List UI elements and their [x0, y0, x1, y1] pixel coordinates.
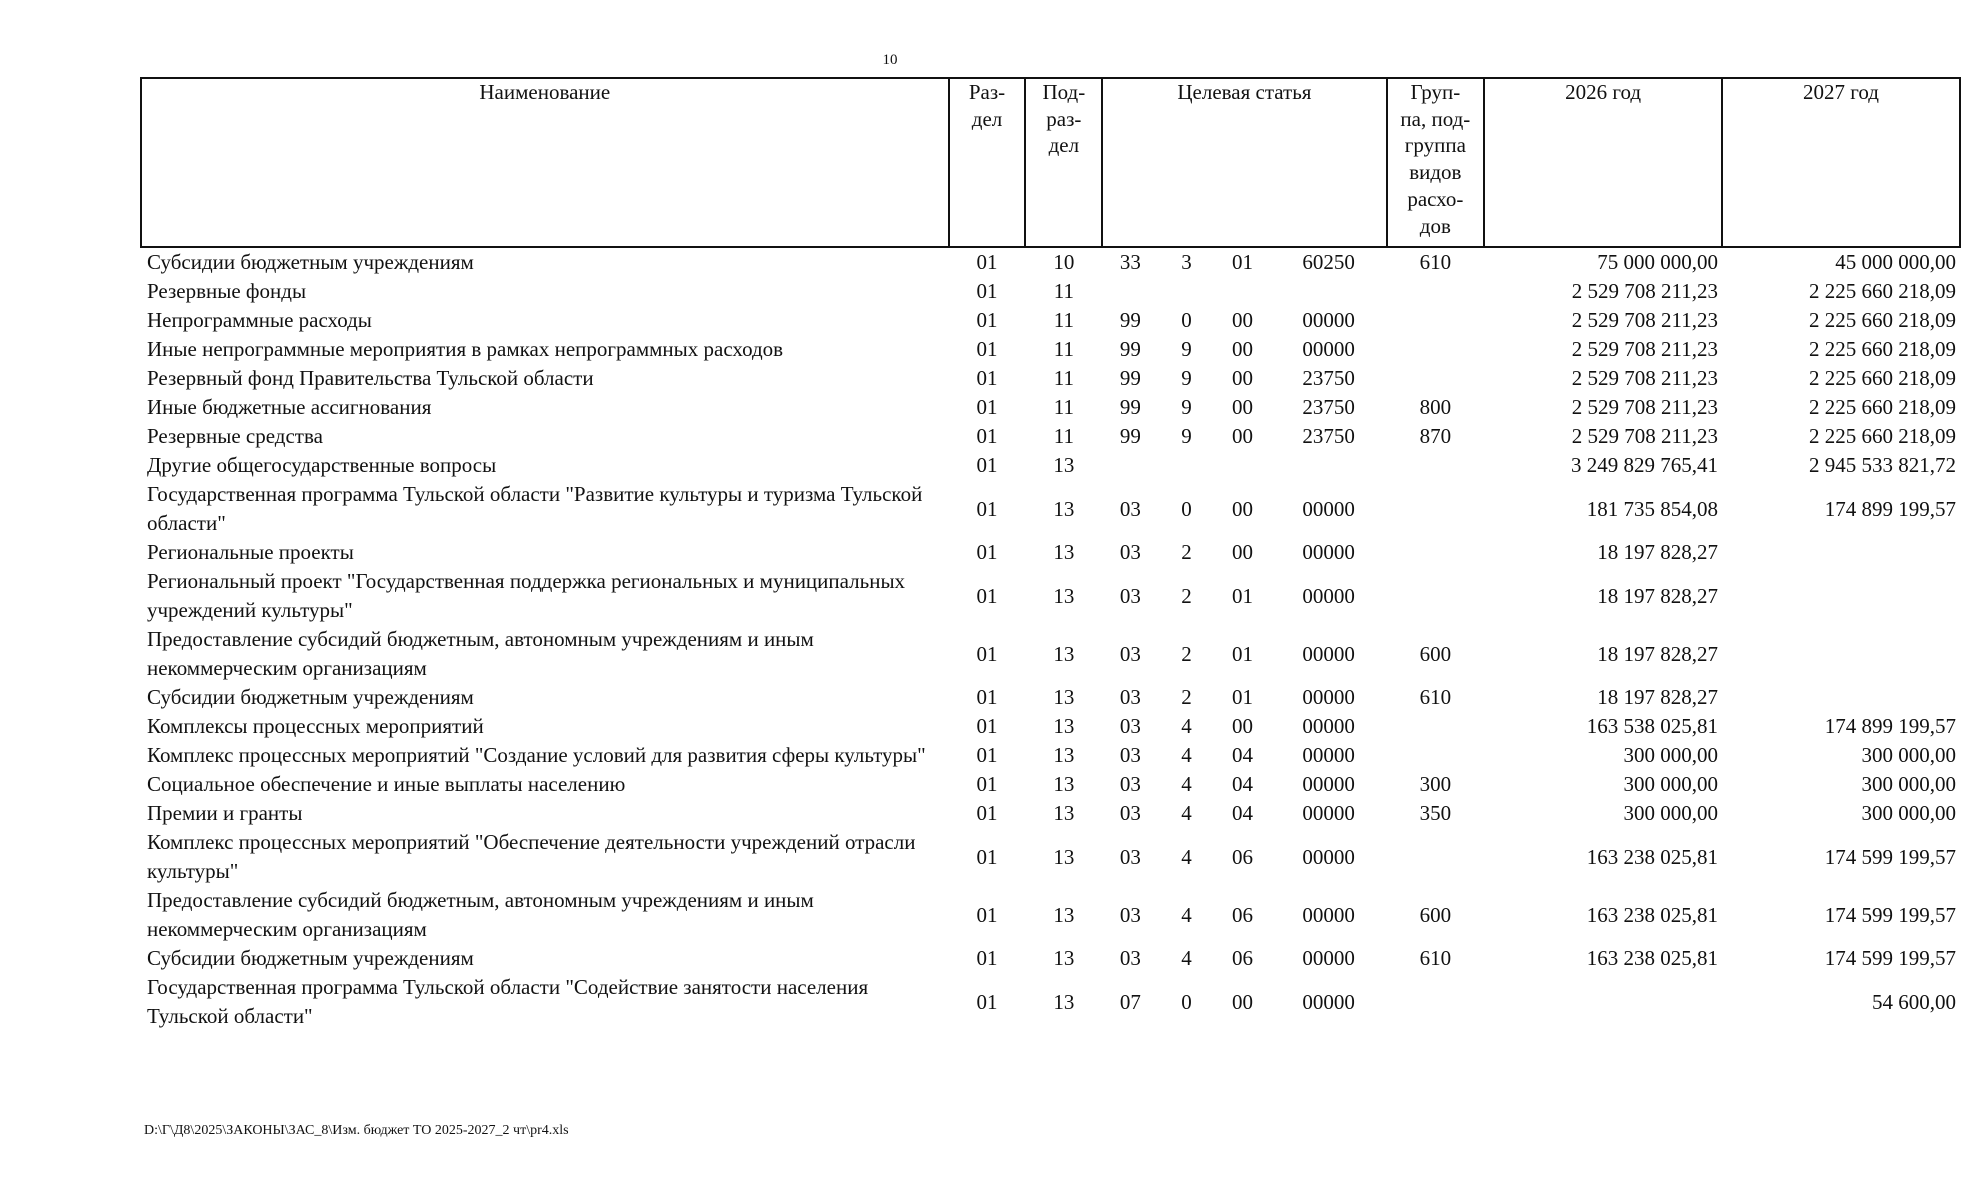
row-target-event: 01 [1232, 641, 1254, 666]
row-name: Предоставление субсидий бюджетным, автономным учреждениям и иным некоммерческим организациям [147, 627, 814, 680]
row-name: Государственная программа Тульской области "Развитие культуры и туризма Тульской области" [147, 482, 923, 535]
row-amount-2026: 300 000,00 [1623, 743, 1719, 767]
row-name: Иные бюджетные ассигнования [147, 395, 432, 419]
row-target-direction [1271, 277, 1387, 306]
row-target-subprogram: 0 [1181, 496, 1192, 521]
row-amount-2027: 2 225 660 218,09 [1809, 395, 1956, 419]
row-amount-2027: 300 000,00 [1861, 801, 1956, 825]
row-subsection: 11 [1053, 424, 1074, 448]
row-section: 01 [976, 772, 998, 796]
row-amount-2027: 2 225 660 218,09 [1809, 424, 1956, 448]
row-subsection: 13 [1053, 714, 1075, 738]
row-target-direction: 00000 [1302, 496, 1355, 521]
row-target-program: 99 [1119, 424, 1141, 448]
row-name: Предоставление субсидий бюджетным, автономным учреждениям и иным некоммерческим организациям [147, 888, 814, 941]
row-target-subprogram: 0 [1181, 989, 1192, 1014]
row-subsection: 13 [1053, 902, 1075, 927]
row-target-program: 03 [1119, 685, 1141, 709]
row-target-event: 00 [1232, 366, 1254, 390]
row-name: Региональный проект "Государственная поддержка региональных и муниципальных учреждений культуры" [147, 569, 906, 622]
row-target-direction: 00000 [1302, 641, 1355, 666]
row-expense-group [1387, 277, 1485, 306]
row-amount-2027: 45 000 000,00 [1835, 250, 1956, 274]
row-amount-2026: 18 197 828,27 [1597, 583, 1719, 608]
row-amount-2027: 54 600,00 [1872, 989, 1956, 1014]
row-target-subprogram: 4 [1181, 844, 1192, 869]
row-amount-2027: 174 599 199,57 [1824, 844, 1956, 869]
row-target-event: 00 [1232, 395, 1254, 419]
table-row [141, 886, 1960, 944]
row-section: 01 [976, 250, 998, 274]
row-subsection: 11 [1053, 279, 1074, 303]
row-target-program: 33 [1119, 250, 1141, 274]
row-name: Резервные фонды [147, 279, 307, 303]
row-target-direction: 23750 [1302, 395, 1355, 419]
row-amount-2026: 75 000 000,00 [1597, 250, 1719, 274]
row-name: Резервные средства [147, 424, 323, 448]
row-target-direction: 23750 [1302, 424, 1355, 448]
row-amount-2026: 2 529 708 211,23 [1571, 337, 1719, 361]
row-expense-group: 600 [1419, 641, 1452, 666]
row-target-direction: 00000 [1302, 946, 1355, 970]
row-amount-2026: 2 529 708 211,23 [1571, 308, 1719, 332]
row-subsection: 13 [1053, 844, 1075, 869]
table-row [141, 799, 1960, 828]
row-section: 01 [976, 844, 998, 869]
row-target-event: 01 [1232, 250, 1254, 274]
row-target-direction: 00000 [1302, 989, 1355, 1014]
table-row [141, 364, 1960, 393]
row-amount-2026: 163 238 025,81 [1586, 946, 1719, 970]
row-expense-group [1387, 364, 1485, 393]
row-target-event: 01 [1232, 583, 1254, 608]
row-name: Другие общегосударственные вопросы [147, 453, 497, 477]
row-target-direction: 00000 [1302, 902, 1355, 927]
row-amount-2027 [1722, 538, 1960, 567]
row-target-program: 03 [1119, 714, 1141, 738]
row-amount-2027 [1722, 567, 1960, 625]
row-subsection: 13 [1053, 583, 1075, 608]
row-amount-2027: 2 945 533 821,72 [1809, 453, 1956, 477]
row-target-direction: 00000 [1302, 308, 1355, 332]
row-expense-group [1387, 306, 1485, 335]
row-target-event: 00 [1232, 540, 1254, 564]
row-section: 01 [976, 801, 998, 825]
row-subsection: 13 [1053, 496, 1075, 521]
row-target-program: 03 [1119, 583, 1141, 608]
row-target-program [1102, 277, 1158, 306]
row-target-direction: 60250 [1302, 250, 1355, 274]
row-expense-group: 870 [1419, 424, 1452, 448]
row-target-direction: 00000 [1302, 743, 1355, 767]
table-row [141, 770, 1960, 799]
table-body [141, 247, 1960, 1031]
row-subsection: 11 [1053, 395, 1074, 419]
row-name: Субсидии бюджетным учреждениям [147, 946, 474, 970]
row-section: 01 [976, 453, 998, 477]
row-expense-group [1387, 538, 1485, 567]
row-expense-group: 350 [1419, 801, 1452, 825]
row-expense-group [1387, 973, 1485, 1031]
row-target-program: 03 [1119, 946, 1141, 970]
row-target-program: 99 [1119, 395, 1141, 419]
row-target-event: 04 [1232, 801, 1254, 825]
row-target-subprogram: 2 [1181, 685, 1192, 709]
row-target-event: 00 [1232, 496, 1254, 521]
row-target-subprogram: 2 [1181, 583, 1192, 608]
header-name: Наименование [141, 78, 949, 247]
row-target-program: 03 [1119, 902, 1141, 927]
row-subsection: 13 [1053, 540, 1075, 564]
row-name: Социальное обеспечение и иные выплаты населению [147, 772, 626, 796]
row-name: Комплекс процессных мероприятий "Обеспечение деятельности учреждений отрасли культуры" [147, 830, 916, 883]
row-target-direction: 00000 [1302, 844, 1355, 869]
row-expense-group [1387, 451, 1485, 480]
table-row [141, 944, 1960, 973]
row-target-event [1215, 451, 1271, 480]
row-section: 01 [976, 308, 998, 332]
row-subsection: 13 [1053, 946, 1075, 970]
row-name: Государственная программа Тульской области "Содействие занятости населения Тульской области" [147, 975, 869, 1028]
row-target-program: 03 [1119, 496, 1141, 521]
row-name: Резервный фонд Правительства Тульской области [147, 366, 594, 390]
row-target-event: 00 [1232, 424, 1254, 448]
row-name: Субсидии бюджетным учреждениям [147, 250, 474, 274]
table-row [141, 451, 1960, 480]
header-target-article: Целевая статья [1102, 78, 1386, 247]
row-name: Комплексы процессных мероприятий [147, 714, 484, 738]
row-amount-2026: 2 529 708 211,23 [1571, 279, 1719, 303]
row-subsection: 13 [1053, 801, 1075, 825]
row-target-subprogram: 0 [1181, 308, 1192, 332]
row-section: 01 [976, 685, 998, 709]
table-row [141, 683, 1960, 712]
row-amount-2026: 300 000,00 [1623, 801, 1719, 825]
row-amount-2027: 174 599 199,57 [1824, 902, 1956, 927]
row-target-direction: 00000 [1302, 772, 1355, 796]
row-section: 01 [976, 902, 998, 927]
table-row [141, 306, 1960, 335]
row-target-event: 01 [1232, 685, 1254, 709]
row-target-event: 04 [1232, 743, 1254, 767]
row-section: 01 [976, 337, 998, 361]
row-expense-group: 600 [1419, 902, 1452, 927]
row-target-event [1215, 277, 1271, 306]
row-target-subprogram [1158, 451, 1214, 480]
page-number: 10 [882, 52, 898, 68]
row-amount-2026: 2 529 708 211,23 [1571, 424, 1719, 448]
row-amount-2027: 174 899 199,57 [1824, 496, 1956, 521]
row-expense-group [1387, 335, 1485, 364]
table-row [141, 567, 1960, 625]
row-section: 01 [976, 424, 998, 448]
row-target-subprogram: 9 [1181, 395, 1192, 419]
row-target-subprogram: 4 [1181, 801, 1192, 825]
row-amount-2027: 2 225 660 218,09 [1809, 279, 1956, 303]
row-section: 01 [976, 641, 998, 666]
row-target-event: 04 [1232, 772, 1254, 796]
row-target-subprogram: 4 [1181, 946, 1192, 970]
row-subsection: 13 [1053, 641, 1075, 666]
row-subsection: 11 [1053, 366, 1074, 390]
row-subsection: 13 [1053, 743, 1075, 767]
row-amount-2026 [1484, 973, 1722, 1031]
row-target-program: 03 [1119, 743, 1141, 767]
row-name: Иные непрограммные мероприятия в рамках непрограммных расходов [147, 337, 784, 361]
row-target-event: 06 [1232, 844, 1254, 869]
row-section: 01 [976, 946, 998, 970]
row-target-program: 99 [1119, 366, 1141, 390]
row-section: 01 [976, 989, 998, 1014]
row-amount-2026: 18 197 828,27 [1597, 540, 1719, 564]
row-name: Субсидии бюджетным учреждениям [147, 685, 474, 709]
row-amount-2027: 2 225 660 218,09 [1809, 366, 1956, 390]
row-section: 01 [976, 395, 998, 419]
row-target-subprogram: 4 [1181, 743, 1192, 767]
row-target-subprogram: 4 [1181, 714, 1192, 738]
row-amount-2027: 2 225 660 218,09 [1809, 308, 1956, 332]
row-target-event: 06 [1232, 946, 1254, 970]
row-subsection: 13 [1053, 772, 1075, 796]
row-target-direction: 00000 [1302, 714, 1355, 738]
row-subsection: 13 [1053, 453, 1075, 477]
row-amount-2026: 2 529 708 211,23 [1571, 395, 1719, 419]
row-amount-2026: 163 538 025,81 [1586, 714, 1719, 738]
row-section: 01 [976, 583, 998, 608]
row-target-event: 00 [1232, 989, 1254, 1014]
row-target-subprogram: 4 [1181, 772, 1192, 796]
row-subsection: 11 [1053, 337, 1074, 361]
row-expense-group: 300 [1419, 772, 1452, 796]
header-subsection: Под- раз- дел [1025, 78, 1102, 247]
row-amount-2027: 2 225 660 218,09 [1809, 337, 1956, 361]
table-row [141, 973, 1960, 1031]
row-amount-2026: 3 249 829 765,41 [1571, 453, 1719, 477]
row-amount-2026: 18 197 828,27 [1597, 641, 1719, 666]
row-target-direction: 00000 [1302, 583, 1355, 608]
row-amount-2026: 163 238 025,81 [1586, 902, 1719, 927]
row-section: 01 [976, 366, 998, 390]
row-target-direction: 00000 [1302, 801, 1355, 825]
table-row [141, 625, 1960, 683]
row-amount-2027 [1722, 683, 1960, 712]
row-amount-2027 [1722, 625, 1960, 683]
row-expense-group: 610 [1419, 685, 1452, 709]
row-expense-group [1387, 741, 1485, 770]
row-amount-2027: 300 000,00 [1861, 743, 1956, 767]
header-year-2027: 2027 год [1722, 78, 1960, 247]
row-target-program [1102, 451, 1158, 480]
row-name: Комплекс процессных мероприятий "Создание условий для развития сферы культуры" [147, 743, 926, 767]
row-subsection: 11 [1053, 308, 1074, 332]
row-name: Премии и гранты [147, 801, 303, 825]
row-subsection: 13 [1053, 685, 1075, 709]
row-subsection: 13 [1053, 989, 1075, 1014]
row-expense-group: 610 [1419, 946, 1452, 970]
table-row [141, 480, 1960, 538]
row-expense-group: 800 [1419, 395, 1452, 419]
row-target-program: 03 [1119, 772, 1141, 796]
row-target-subprogram: 3 [1181, 250, 1192, 274]
row-section: 01 [976, 496, 998, 521]
row-target-subprogram: 9 [1181, 337, 1192, 361]
row-target-direction [1271, 451, 1387, 480]
row-section: 01 [976, 279, 998, 303]
row-section: 01 [976, 540, 998, 564]
row-section: 01 [976, 714, 998, 738]
table-row [141, 247, 1960, 277]
row-amount-2026: 18 197 828,27 [1597, 685, 1719, 709]
row-target-subprogram: 4 [1181, 902, 1192, 927]
row-target-direction: 00000 [1302, 540, 1355, 564]
row-target-direction: 23750 [1302, 366, 1355, 390]
row-section: 01 [976, 743, 998, 767]
header-year-2026: 2026 год [1484, 78, 1722, 247]
row-target-subprogram [1158, 277, 1214, 306]
row-target-subprogram: 2 [1181, 540, 1192, 564]
header-expense-group: Груп- па, под- группа видов расхо- дов [1387, 78, 1485, 247]
row-expense-group: 610 [1419, 250, 1452, 274]
row-amount-2026: 181 735 854,08 [1586, 496, 1719, 521]
row-target-direction: 00000 [1302, 685, 1355, 709]
table-row [141, 741, 1960, 770]
row-target-subprogram: 2 [1181, 641, 1192, 666]
row-expense-group [1387, 828, 1485, 886]
row-target-program: 03 [1119, 641, 1141, 666]
budget-table [140, 77, 1961, 1031]
row-target-program: 99 [1119, 337, 1141, 361]
header-section: Раз- дел [949, 78, 1026, 247]
row-amount-2026: 300 000,00 [1623, 772, 1719, 796]
row-subsection: 10 [1053, 250, 1075, 274]
table-row [141, 277, 1960, 306]
row-target-subprogram: 9 [1181, 424, 1192, 448]
table-header-row [141, 78, 1960, 247]
row-name: Региональные проекты [147, 540, 354, 564]
row-target-program: 07 [1119, 989, 1141, 1014]
row-target-subprogram: 9 [1181, 366, 1192, 390]
row-amount-2027: 174 599 199,57 [1824, 946, 1956, 970]
row-target-program: 03 [1119, 801, 1141, 825]
row-target-event: 06 [1232, 902, 1254, 927]
row-amount-2026: 2 529 708 211,23 [1571, 366, 1719, 390]
row-target-program: 03 [1119, 844, 1141, 869]
row-target-program: 03 [1119, 540, 1141, 564]
row-expense-group [1387, 480, 1485, 538]
row-target-event: 00 [1232, 337, 1254, 361]
row-target-event: 00 [1232, 714, 1254, 738]
table-row [141, 712, 1960, 741]
row-expense-group [1387, 567, 1485, 625]
file-path-footer: D:\Г\Д8\2025\ЗАКОНЫ\ЗАС_8\Изм. бюджет ТО 2025-2027_2 чт\pr4.xls [144, 1123, 569, 1138]
row-target-event: 00 [1232, 308, 1254, 332]
table-row [141, 828, 1960, 886]
row-target-direction: 00000 [1302, 337, 1355, 361]
row-amount-2027: 174 899 199,57 [1824, 714, 1956, 738]
table-row [141, 335, 1960, 364]
table-row [141, 422, 1960, 451]
table-row [141, 538, 1960, 567]
row-target-program: 99 [1119, 308, 1141, 332]
row-amount-2027: 300 000,00 [1861, 772, 1956, 796]
table-row [141, 393, 1960, 422]
row-amount-2026: 163 238 025,81 [1586, 844, 1719, 869]
row-name: Непрограммные расходы [147, 308, 372, 332]
row-expense-group [1387, 712, 1485, 741]
